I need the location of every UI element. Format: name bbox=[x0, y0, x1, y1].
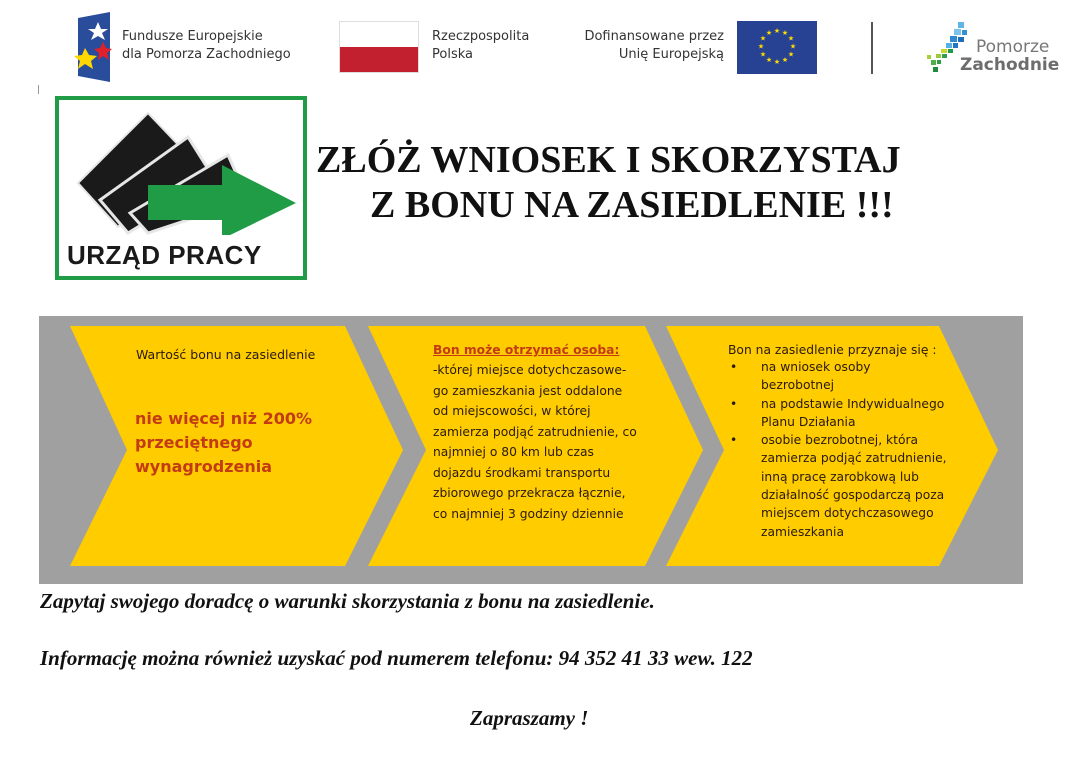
eu-cofinancing-text bbox=[566, 28, 724, 64]
svg-text:★: ★ bbox=[765, 29, 773, 37]
urzad-pracy-label: URZĄD PRACY bbox=[67, 240, 262, 270]
eu-line2: Unię Europejską bbox=[618, 47, 724, 62]
svg-text:★: ★ bbox=[759, 34, 767, 43]
headline-line2: Z BONU NA ZASIEDLENIE !!! bbox=[370, 184, 894, 226]
fe-line2: dla Pomorza Zachodniego bbox=[122, 47, 291, 62]
invitation: Zapraszamy ! bbox=[470, 706, 589, 730]
svg-text:★: ★ bbox=[773, 27, 781, 35]
rp-line2: Polska bbox=[432, 47, 473, 62]
svg-text:★: ★ bbox=[773, 58, 781, 66]
svg-text:★: ★ bbox=[781, 29, 789, 37]
highlight-line: wynagrodzenia bbox=[135, 457, 273, 476]
list-item: • osobie bezrobotnej, która zamierza podjąć zatrudnienie, inną pracę zarobkową lub działalność gospodarczą poza miejscem dotychczasowego zamieszkania bbox=[728, 431, 966, 541]
body-line: od miejscowości, w której bbox=[433, 404, 591, 418]
body-line: dojazdu środkami transportu bbox=[433, 465, 611, 480]
grant-conditions-list bbox=[728, 358, 978, 541]
grant-conditions-title: Bon na zasiedlenie przyznaje się : bbox=[728, 343, 937, 357]
highlight-line: nie więcej niż 200% bbox=[135, 409, 312, 428]
pomorze-text: Pomorze bbox=[976, 37, 1050, 57]
body-line: go zamieszkania jest oddalone bbox=[433, 383, 623, 398]
list-item: • na wniosek osoby bezrobotnej bbox=[728, 358, 911, 395]
header-divider bbox=[871, 22, 873, 74]
body-line: co najmniej 3 godziny dziennie bbox=[433, 506, 624, 521]
body-line: -której miejsce dotychczasowe- bbox=[433, 363, 627, 377]
body-line: zamierza podjąć zatrudnienie, co bbox=[433, 424, 637, 439]
fe-flag-icon bbox=[72, 12, 112, 82]
svg-text:★: ★ bbox=[787, 34, 795, 43]
svg-text:★: ★ bbox=[789, 42, 797, 51]
fundusze-europejskie-logo bbox=[72, 12, 112, 82]
polish-flag-icon bbox=[339, 21, 419, 73]
scan-mark bbox=[38, 85, 39, 94]
svg-text:★: ★ bbox=[765, 56, 773, 64]
rzeczpospolita-text bbox=[432, 28, 529, 64]
documents-arrow-icon bbox=[70, 105, 300, 235]
zachodnie-text: Zachodnie bbox=[960, 55, 1060, 75]
highlight-line: przeciętnego bbox=[135, 433, 253, 452]
svg-text:★: ★ bbox=[787, 50, 795, 59]
phone-info: Informację można również uzyskać pod numerem telefonu: 94 352 41 33 wew. 122 bbox=[40, 646, 753, 670]
svg-text:★: ★ bbox=[757, 42, 765, 51]
eligibility-title: Bon może otrzymać osoba: bbox=[433, 343, 620, 357]
body-line: najmniej o 80 km lub czas bbox=[433, 445, 594, 459]
svg-text:★: ★ bbox=[781, 56, 789, 64]
bonus-value-title: Wartość bonu na zasiedlenie bbox=[136, 347, 316, 362]
svg-text:★: ★ bbox=[759, 50, 767, 59]
body-line: zbiorowego przekracza łącznie, bbox=[433, 486, 626, 500]
advisor-note: Zapytaj swojego doradcę o warunki skorzystania z bonu na zasiedlenie. bbox=[40, 589, 655, 613]
fundusze-europejskie-text bbox=[122, 28, 291, 64]
eligibility-body bbox=[433, 360, 673, 524]
fe-line1: Fundusze Europejskie bbox=[122, 29, 263, 44]
eu-flag-icon bbox=[737, 21, 817, 74]
eu-line1: Dofinansowane przez bbox=[584, 29, 724, 44]
rp-line1: Rzeczpospolita bbox=[432, 29, 530, 44]
headline-line1: ZŁÓŻ WNIOSEK I SKORZYSTAJ bbox=[316, 139, 901, 181]
list-item: • na podstawie Indywidualnego Planu Działania bbox=[728, 395, 966, 432]
bonus-value-highlight bbox=[135, 407, 312, 479]
